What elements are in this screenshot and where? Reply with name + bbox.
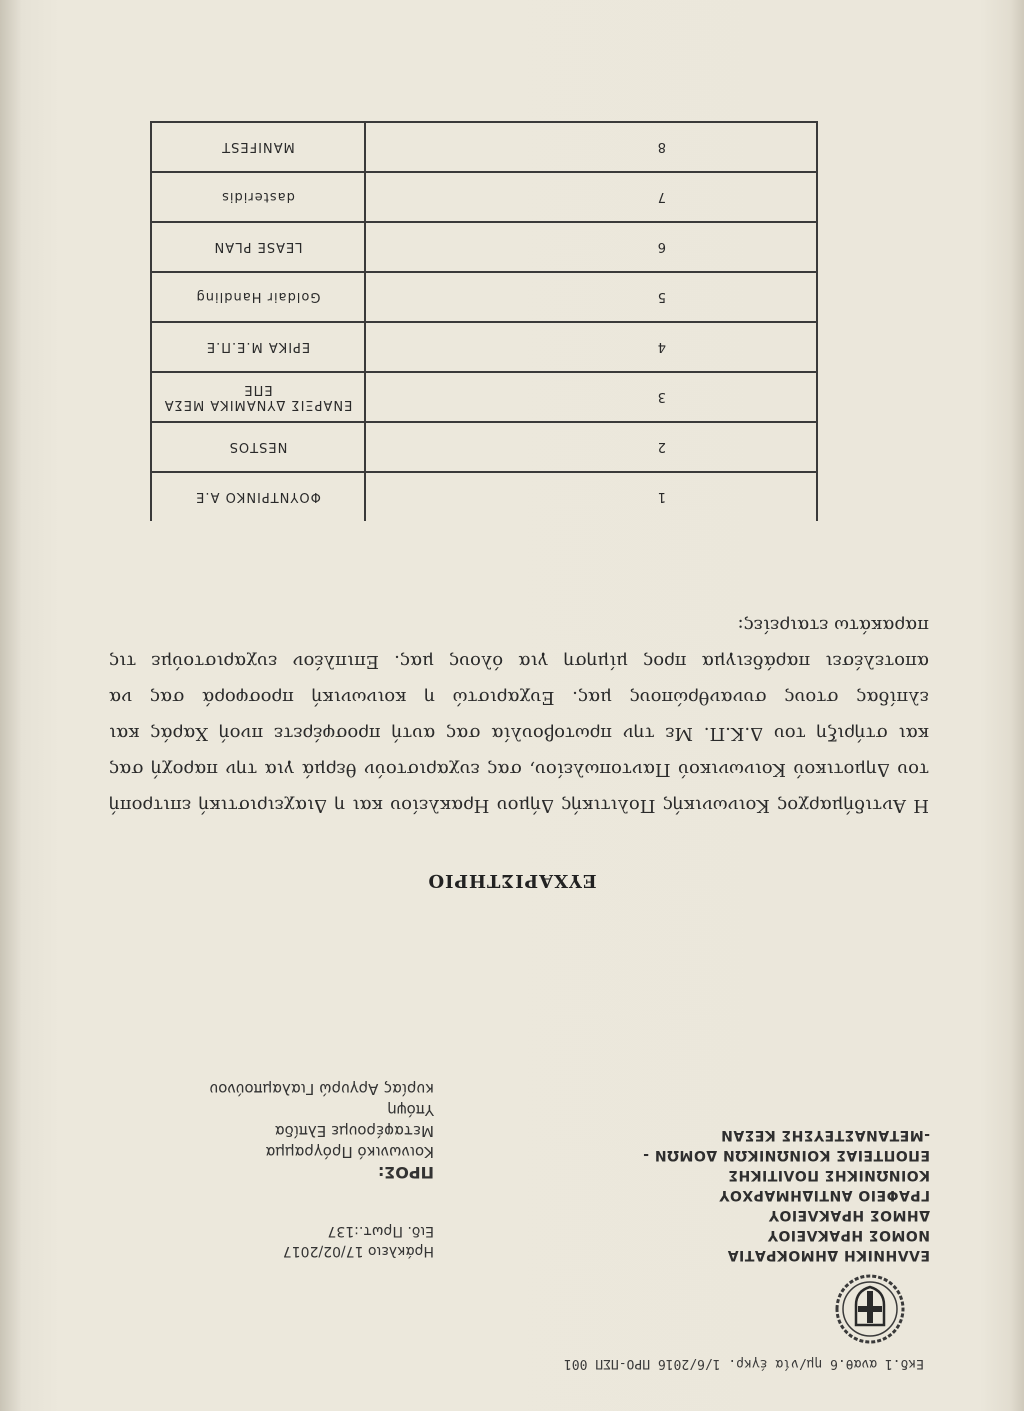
- table-row: [151, 122, 817, 172]
- sender-line: ΚΟΙΝΩΝΙΚΗΣ ΠΟΛΙΤΙΚΗΣ: [727, 1167, 930, 1183]
- sender-line: ΔΗΜΟΣ ΗΡΑΚΛΕΙΟΥ: [768, 1207, 930, 1223]
- company-name: dasteridis: [151, 172, 365, 222]
- table-row: [151, 172, 817, 222]
- sender-line: ΕΠΟΠΤΕΙΑΣ ΚΟΙΝΩΝΙΚΩΝ ΔΟΜΩΝ -: [642, 1147, 930, 1163]
- row-number: 1: [365, 472, 817, 521]
- row-number: 3: [365, 372, 817, 422]
- companies-table: [150, 121, 818, 521]
- row-number: 7: [365, 172, 817, 222]
- company-name: NESTOS: [151, 422, 365, 472]
- sender-line: ΕΛΛΗΝΙΚΗ ΔΗΜΟΚΡΑΤΙΑ: [727, 1247, 930, 1263]
- sender-line: ΓΡΑΦΕΙΟ ΑΝΤΙΔΗΜΑΡΧΟΥ: [718, 1187, 930, 1203]
- table-row: [151, 422, 817, 472]
- sender-line: ΝΟΜΟΣ ΗΡΑΚΛΕΙΟΥ: [767, 1227, 930, 1243]
- table-row: [151, 322, 817, 372]
- recipient-line: Κοινωνικό Πρόγραμμα: [265, 1143, 434, 1161]
- letter-meta: [134, 1221, 434, 1261]
- recipient-label: ΠΡΟΣ:: [377, 1163, 434, 1182]
- table-row: [151, 222, 817, 272]
- row-number: 6: [365, 222, 817, 272]
- letter-date: Ηράκλειο 17/02/2017: [282, 1243, 434, 1259]
- row-number: 2: [365, 422, 817, 472]
- table-row: [151, 372, 817, 422]
- sender-line: -ΜΕΤΑΝΑΣΤΕΥΣΗΣ ΚΕΣΑΝ: [720, 1127, 930, 1143]
- row-number: 4: [365, 322, 817, 372]
- table-row: [151, 272, 817, 322]
- protocol-number: Ειδ. Πρωτ.:137: [327, 1223, 434, 1239]
- greek-coat-of-arms-emblem: [834, 1273, 906, 1345]
- table-row: [151, 472, 817, 521]
- company-name: ΦΟΥΝΤΡΙΝΚΟ Α.Ε: [151, 472, 365, 521]
- company-name: ΕΝΑΡΞΙΣ ΔΥΝΑΜΙΚΑ ΜΕΣΑ ΕΠΕ: [151, 372, 365, 422]
- row-number: 5: [365, 272, 817, 322]
- company-name: ΕΡΙΚΑ Μ.Ε.Π.Ε: [151, 322, 365, 372]
- form-code: Εκδ.1 αναθ.6 ημ/νία έγκρ. 1/6/2016 ΠΡΟ-ΠΣΠ 001: [563, 1356, 924, 1371]
- company-name: Goldair Handling: [151, 272, 365, 322]
- recipient-line: Μεταφέρουμε Ελπίδα: [274, 1122, 434, 1140]
- document-heading: ΕΥΧΑΡΙΣΤΗΡΙΟ: [427, 870, 597, 891]
- body-paragraph: Η Αντιδήμαρχος Κοινωνικής Πολιτικής Δήμου Ηρακλείου και η Διαχειριστική επιτροπή του Δημοτικού Κοινωνικού Παντοπωλείου, σας ευχαριστούν θερμά για την παροχή σας και στήριξη του Δ.Κ.Π. Με την πρωτοβουλία σας αυτή προσφέρετε πνοή Χαράς και ελπίδας στους συνανθρώπους μας. Ευχαριστώ η κοινωνική προσφορά σας να αποτελέσει παράδειγμα προς μίμηση για όλους μας. Επιπλέον ευχαριστούμε τις παρακάτω εταιρείες:: [109, 615, 929, 816]
- company-name: MANIFEST: [151, 122, 365, 172]
- recipient-line: κυρίας Αργυρώ Γιαλαμπούνου: [209, 1080, 434, 1098]
- recipient-block: [114, 1078, 434, 1183]
- company-name: LEASE PLAN: [151, 222, 365, 272]
- recipient-line: Υπόψη: [387, 1101, 434, 1119]
- sender-block: [530, 1125, 930, 1265]
- row-number: 8: [365, 122, 817, 172]
